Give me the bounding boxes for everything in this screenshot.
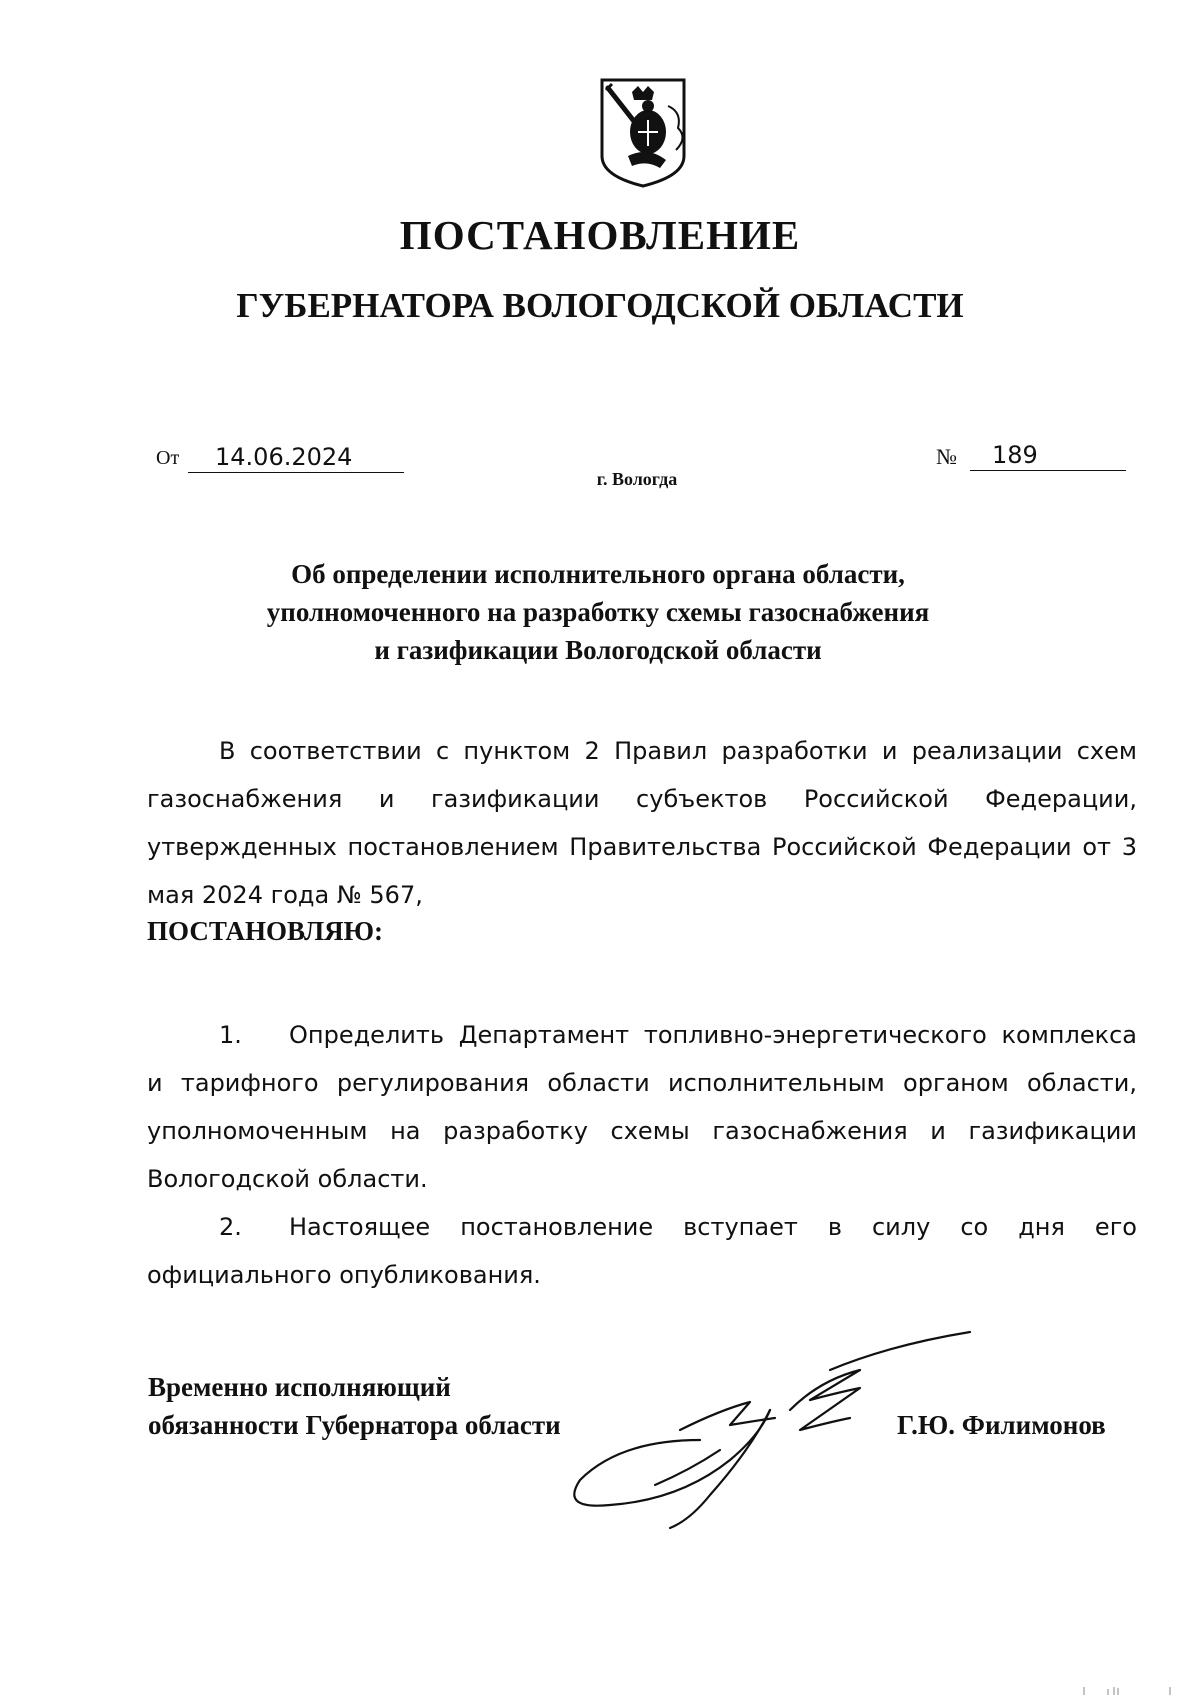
date-prefix: От	[156, 447, 180, 469]
subject-line: уполномоченного на разработку схемы газоснабжения	[266, 597, 930, 627]
clause-text: Определить Департамент топливно-энергетического комплекса и тарифного регулирования области исполнительным органом области, уполномоченным на разработку схемы газоснабжения и газификации Вологодской области.	[147, 1021, 1137, 1193]
resolve-heading: ПОСТАНОВЛЯЮ:	[147, 916, 383, 946]
document-issuer: ГУБЕРНАТОРА ВОЛОГОДСКОЙ ОБЛАСТИ	[236, 286, 964, 325]
subject-line: и газификации Вологодской области	[374, 635, 822, 665]
document-subject	[146, 555, 1050, 669]
clause-text: Настоящее постановление вступает в силу со дня его официального опубликования.	[147, 1213, 1137, 1289]
clause-number: 2.	[219, 1213, 242, 1241]
signatory-name: Г.Ю. Филимонов	[897, 1410, 1106, 1440]
clause-item	[147, 1011, 1137, 1203]
signatory-role-line: Временно исполняющий	[148, 1372, 451, 1402]
document-number: 189	[970, 440, 1126, 471]
signatory-role-line: обязанности Губернатора области	[148, 1410, 561, 1440]
number-prefix: №	[936, 444, 957, 469]
clause-number: 1.	[219, 1021, 242, 1049]
coat-of-arms-icon	[598, 76, 688, 190]
document-title: ПОСТАНОВЛЕНИЕ	[399, 212, 801, 258]
subject-line: Об определении исполнительного органа области,	[291, 559, 905, 589]
document-date: 14.06.2024	[188, 442, 404, 473]
preamble-paragraph: В соответствии с пунктом 2 Правил разработки и реализации схем газоснабжения и газификации субъектов Российской Федерации, утвержденных постановлением Правительства Российской Федерации от 3 мая 2024 года № 567,	[147, 737, 1137, 909]
clause-item	[147, 1203, 1137, 1299]
signatory-role	[148, 1368, 561, 1444]
issue-city: г. Вологда	[596, 469, 678, 489]
scan-mark	[1080, 1682, 1180, 1692]
